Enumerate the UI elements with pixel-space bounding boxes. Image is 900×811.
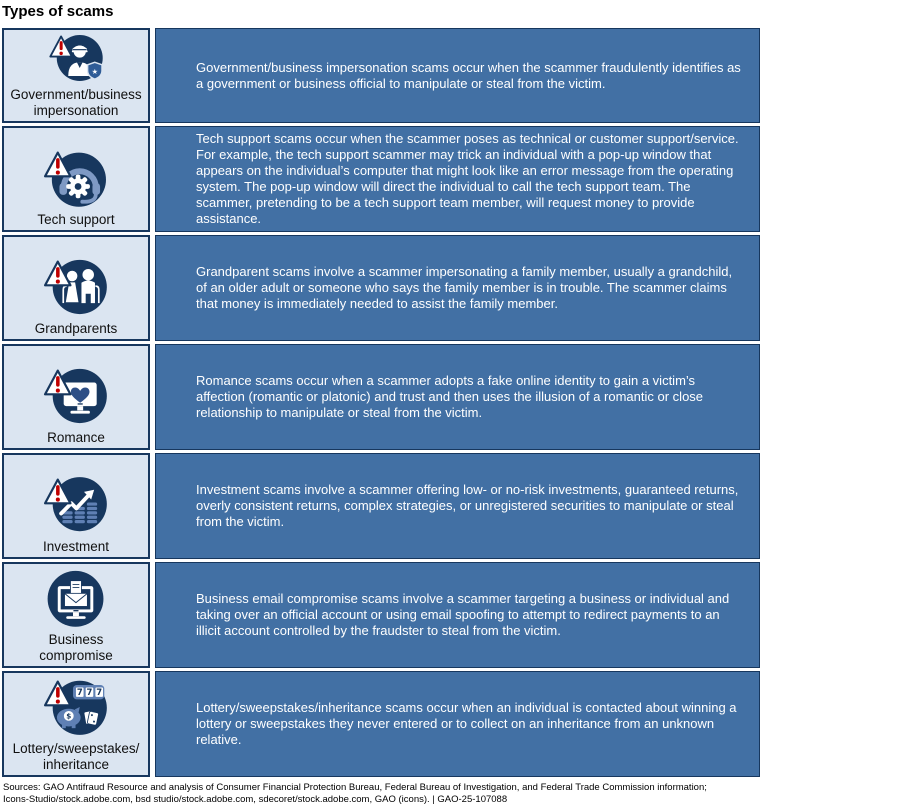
scam-row-grandparents — [2, 235, 760, 341]
business-compromise-icon — [40, 565, 111, 631]
scam-description: Government/business impersonation scams occur when the scammer fraudulently identifies as a government or business official to manipulate or steal from the victim. — [196, 59, 741, 91]
investment-icon — [40, 472, 111, 538]
scam-row-government-business-impersonation — [2, 28, 760, 123]
icon-cell — [2, 453, 150, 559]
icon-cell — [2, 235, 150, 341]
svg-text:7: 7 — [96, 687, 103, 698]
description-cell — [155, 28, 760, 123]
description-cell — [155, 562, 760, 668]
scam-type-label: Investment — [42, 538, 110, 554]
icon-cell — [2, 562, 150, 668]
scam-types-table — [2, 28, 760, 777]
source-line-1: Sources: GAO Antifraud Resource and analysis of Consumer Financial Protection Bureau, Federal Bureau of Investigation, and Federal Trade Commission information; — [3, 782, 707, 793]
scam-description: Investment scams involve a scammer offering low- or no-risk investments, guaranteed returns, overly consistent returns, complex strategies, or unregistered securities to manipulate or steal from the victim. — [196, 482, 739, 529]
svg-text:7: 7 — [87, 687, 93, 698]
romance-icon — [40, 363, 111, 429]
scam-type-label: Grandparents — [34, 320, 118, 336]
grandparents-icon — [40, 254, 111, 320]
source-line-2: Icons-Studio/stock.adobe.com, bsd studio/stock.adobe.com, sdecoret/stock.adobe.com, GAO (icons). | GAO-25-107088 — [3, 793, 508, 805]
description-cell — [155, 671, 760, 777]
scam-type-label: Business compromise — [39, 632, 113, 663]
government-business-impersonation-icon — [46, 30, 106, 86]
scam-row-business-compromise — [2, 562, 760, 668]
scam-row-investment — [2, 453, 760, 559]
icon-cell — [2, 344, 150, 450]
description-cell — [155, 126, 760, 232]
scam-description: Business email compromise scams involve a scammer targeting a business or individual and taking over an official account or using email spoofing to attempt to redirect payments to an illicit account controlled by the fraudster to steal from the victim. — [196, 591, 730, 638]
scam-type-label: Romance — [47, 429, 105, 445]
description-cell — [155, 344, 760, 450]
scam-description: Tech support scams occur when the scammer poses as technical or customer support/service. For example, the tech support scammer may trick an individual with a pop-up window that appears on the individual’s computer that might look like an error message from the operating system. The pop-up window will direct the individual to call the tech support team. The scammer, pretending to be a tech support team member, will request money to provide assistance. — [196, 131, 739, 226]
source-note — [2, 782, 761, 805]
icon-cell — [2, 126, 150, 232]
svg-text:7: 7 — [77, 687, 84, 698]
scam-type-label: Lottery/sweepstakes/ inheritance — [12, 741, 140, 772]
tech-support-icon — [40, 145, 111, 211]
page-title: Types of scams — [2, 3, 114, 20]
scam-description: Romance scams occur when a scammer adopts a fake online identity to gain a victim’s affection (romantic or platonic) and trust and then uses the illusion of a romantic or close relationship to manipulate or steal from the victim. — [196, 373, 704, 420]
svg-text:★: ★ — [91, 67, 98, 77]
scam-row-tech-support — [2, 126, 760, 232]
lottery-sweepstakes-inheritance-icon — [40, 674, 111, 740]
description-cell — [155, 453, 760, 559]
scam-row-lottery-sweepstakes-inheritance — [2, 671, 760, 777]
svg-text:$: $ — [66, 711, 72, 721]
scam-row-romance — [2, 344, 760, 450]
scam-description: Grandparent scams involve a scammer impersonating a family member, usually a grandchild, of an older adult or someone who says the family member is in trouble. The scammer claims that money is immediately needed to assist the family member. — [196, 264, 733, 311]
description-cell — [155, 235, 760, 341]
icon-cell — [2, 671, 150, 777]
icon-cell — [2, 28, 150, 123]
scam-type-label: Tech support — [37, 211, 115, 227]
scam-description: Lottery/sweepstakes/inheritance scams occur when an individual is contacted about winning a lottery or sweepstakes they never entered or to collect on an inheritance from an unknown relative. — [196, 700, 737, 747]
scam-type-label: Government/business impersonation — [10, 87, 142, 118]
